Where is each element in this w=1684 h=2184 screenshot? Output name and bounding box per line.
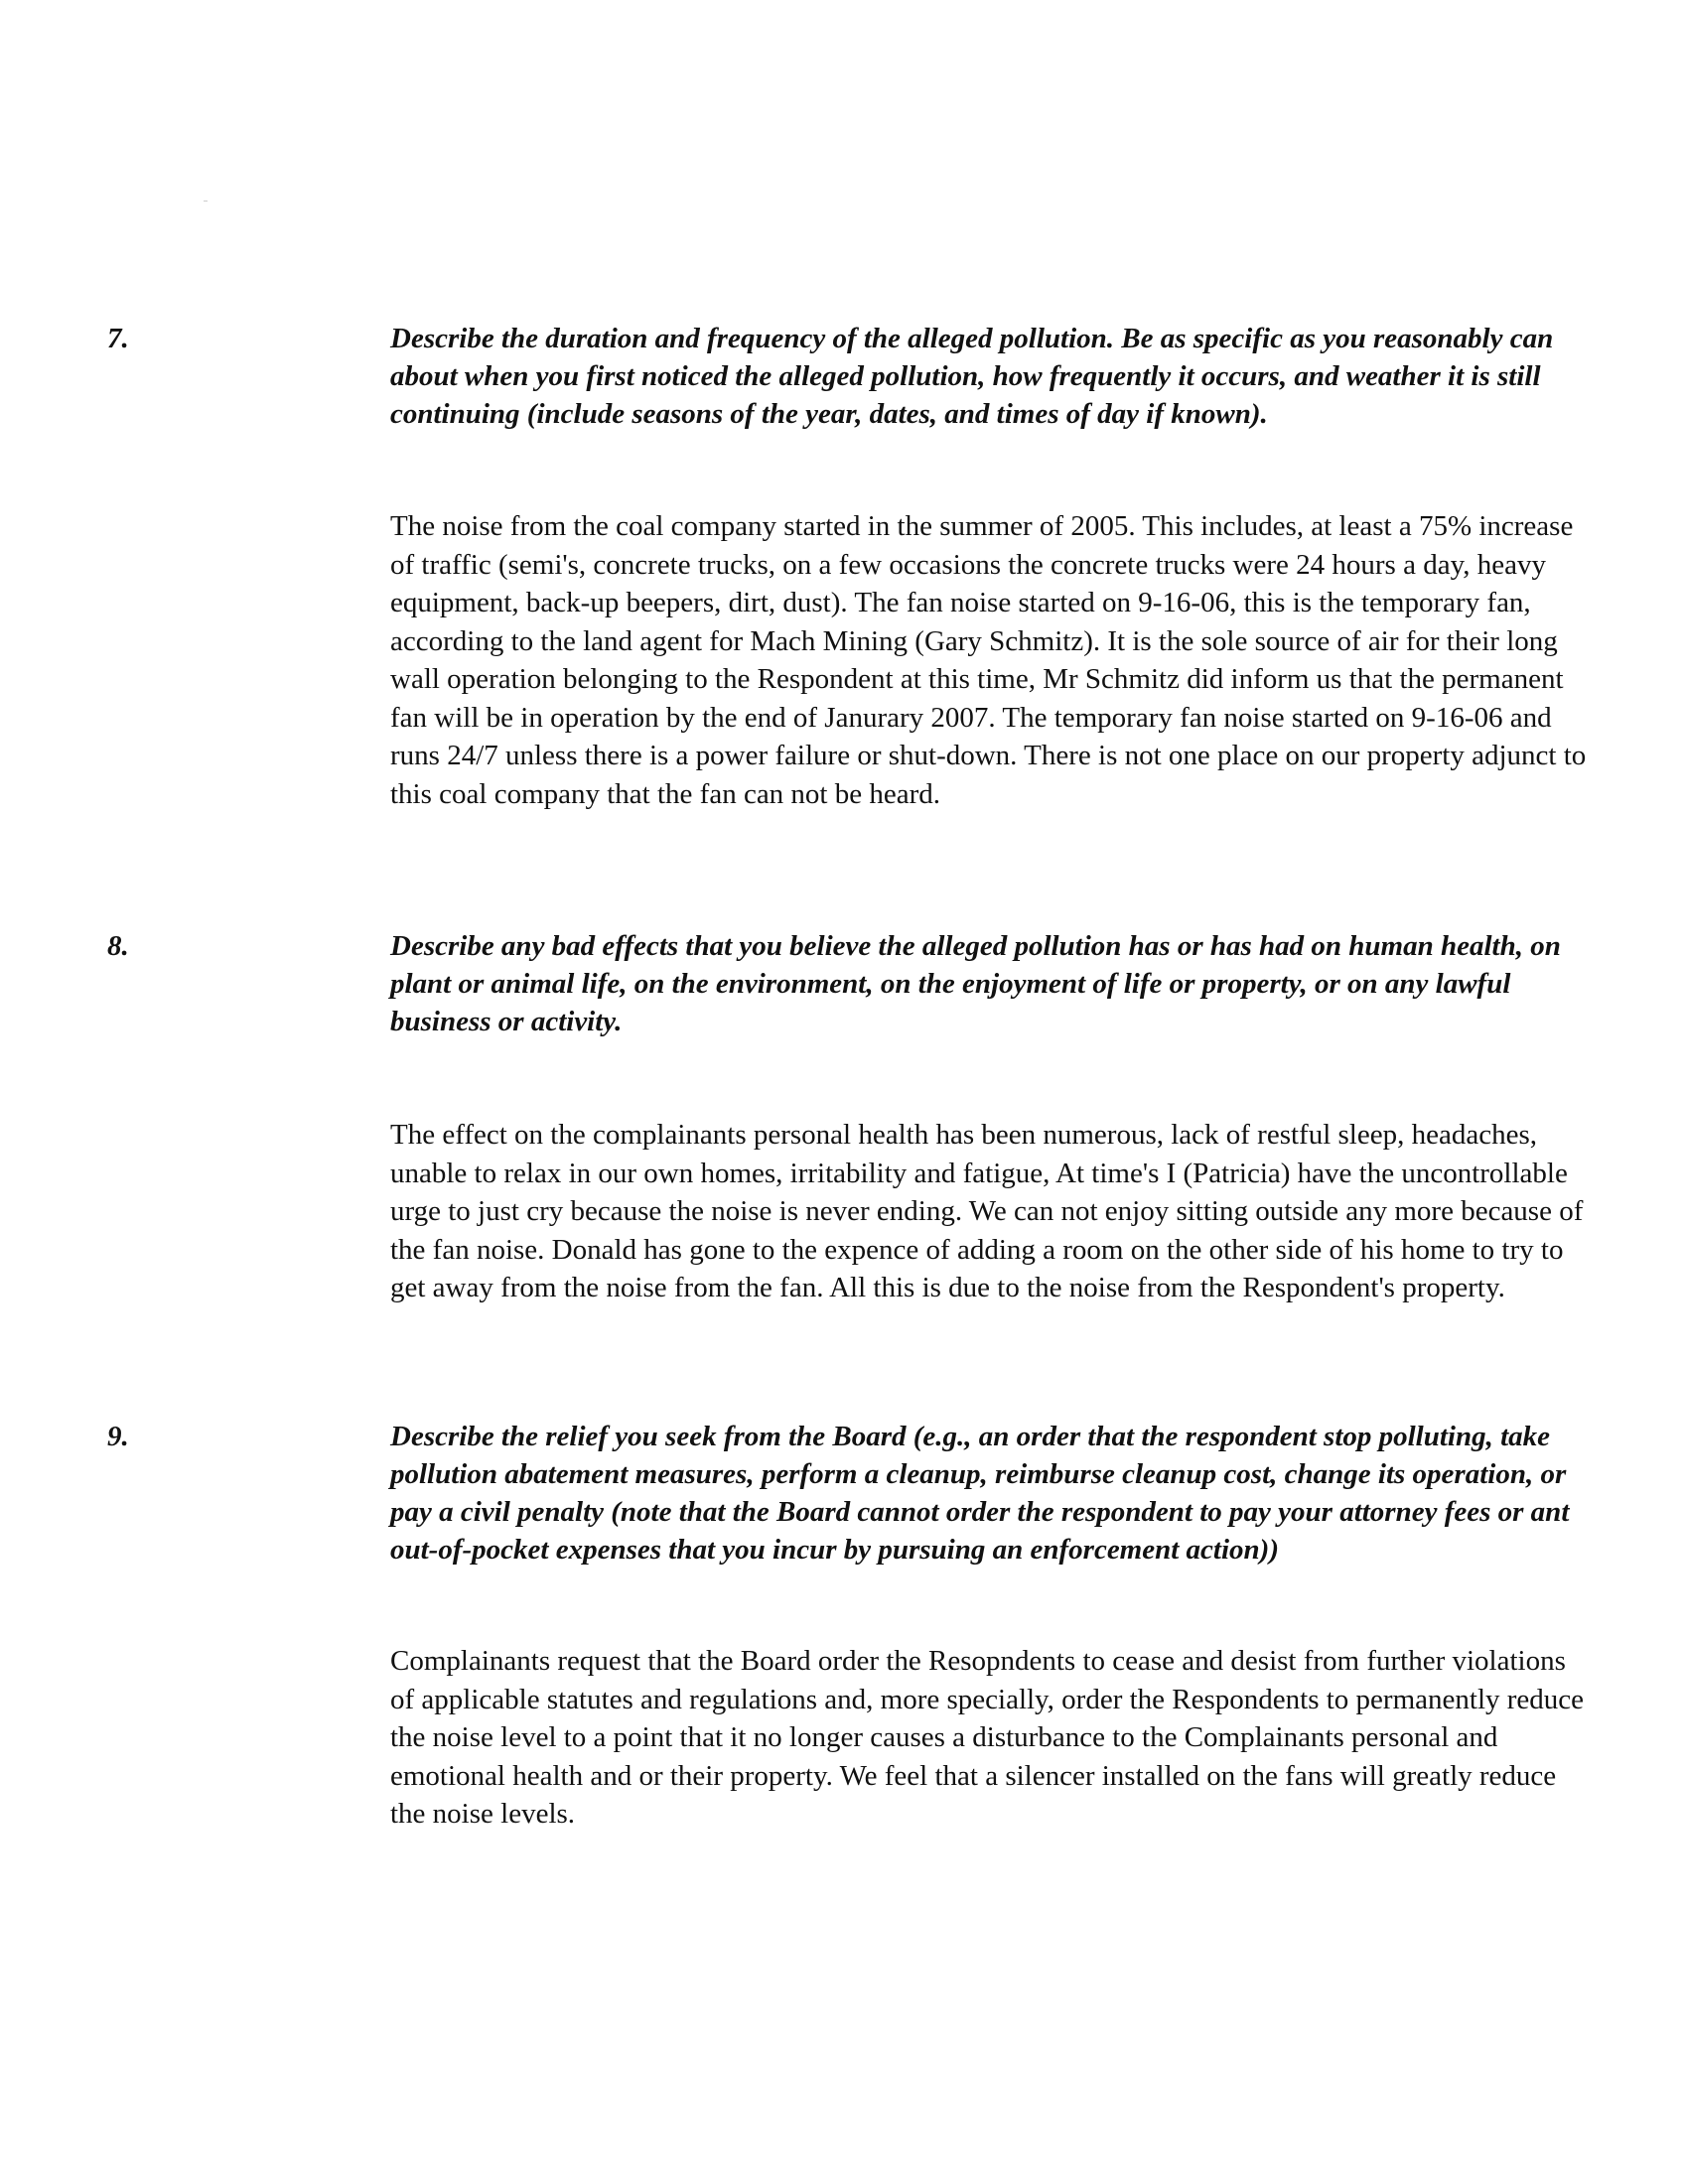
item-answer: The noise from the coal company started in the summer of 2005. This includes, at least a 75% increase of traffic (semi's, concrete trucks, on a few occasions the concrete trucks were 24 hours a day, heavy equipment, back-up beepers, dirt, dust). The fan noise started on 9-16-06, this is the temporary fan, according to the land agent for Mach Mining (Gary Schmitz). It is the sole source of air for their long wall operation belonging to the Respondent at this time, Mr Schmitz did inform us that the permanent fan will be in operation by the end of Janurary 2007. The temporary fan noise started on 9-16-06 and runs 24/7 unless there is a power failure or shut-down. There is not one place on our property adjunct to this coal company that the fan can not be heard. [390,510,1587,810]
item-number: 7. [107,323,129,354]
item-question: Describe the relief you seek from the Board (e.g., an order that the respondent stop polluting, take pollution abatement measures, perform a cleanup, reimburse cleanup cost, change its operation, or pay a civil penalty (note that the Board cannot order the respondent to pay your attorney fees or ant out-of-pocket expenses that you incur by pursuing an enforcement action)) [390,1421,1570,1566]
item-question: Describe any bad effects that you believe the alleged pollution has or has had on human health, on plant or animal life, on the environment, on the enjoyment of life or property, or on any lawful business or activity. [390,930,1561,1037]
item-number: 8. [107,930,129,962]
scan-mark [204,201,208,202]
item-answer: The effect on the complainants personal health has been numerous, lack of restful sleep, headaches, unable to relax in our own homes, irritability and fatigue, At time's I (Patricia) have the uncontrollable urge to just cry because the noise is never ending. We can not enjoy sitting outside any more because of the fan noise. Donald has gone to the expence of adding a room on the other side of his home to try to get away from the noise from the fan. All this is due to the noise from the Respondent's property. [390,1119,1584,1303]
item-number: 9. [107,1421,129,1452]
item-question: Describe the duration and frequency of the alleged pollution. Be as specific as you reasonably can about when you first noticed the alleged pollution, how frequently it occurs, and weather it is still continuing (include seasons of the year, dates, and times of day if known). [390,323,1554,430]
item-answer: Complainants request that the Board order the Resopndents to cease and desist from further violations of applicable statutes and regulations and, more specially, order the Respondents to permanently reduce the noise level to a point that it no longer causes a disturbance to the Complainants personal and emotional health and or their property. We feel that a silencer installed on the fans will greatly reduce the noise levels. [390,1645,1585,1830]
